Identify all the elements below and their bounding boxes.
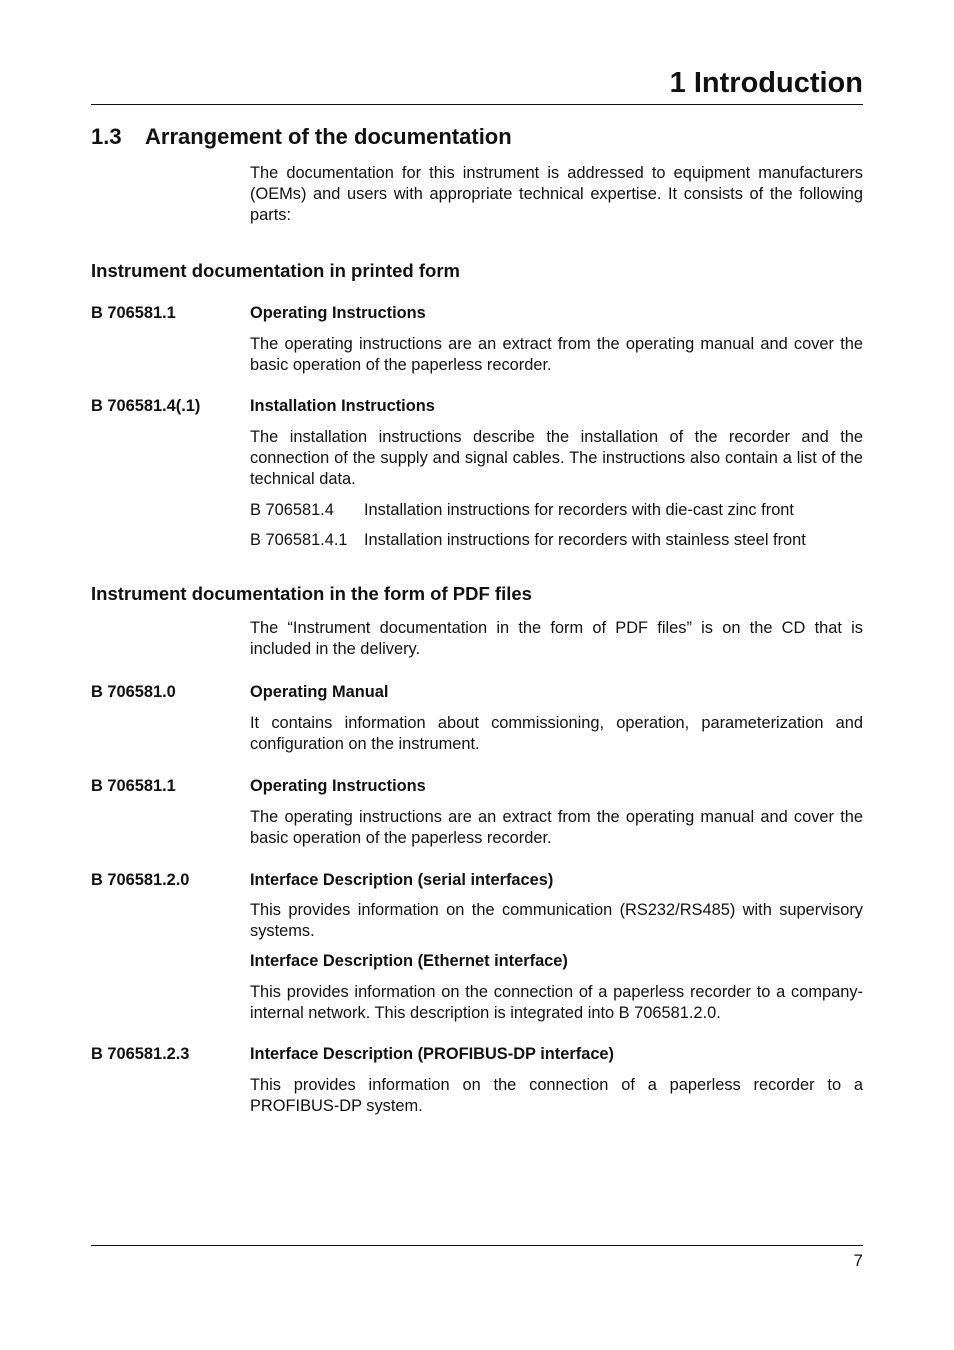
- variant-row: [250, 500, 863, 521]
- doc-number: B 706581.2.0: [91, 871, 190, 889]
- chapter-title: 1 Introduction: [669, 67, 863, 99]
- doc-entry-header: [91, 1044, 863, 1065]
- doc-title: Interface Description (PROFIBUS-DP interface): [250, 1045, 615, 1063]
- doc-entry-header: [91, 682, 863, 703]
- doc-number: B 706581.2.3: [91, 1045, 190, 1063]
- doc-title: Operating Instructions: [250, 304, 426, 322]
- doc-title: Operating Instructions: [250, 777, 426, 795]
- doc-entry-header: [91, 303, 863, 324]
- page-header: [91, 66, 863, 105]
- variant-number: B 706581.4.1: [250, 531, 348, 549]
- doc-entry-header: [91, 870, 863, 891]
- pdf-intro: The “Instrument documentation in the form of PDF files” is on the CD that is included in the delivery.: [250, 619, 863, 658]
- doc-title: Interface Description (serial interfaces): [250, 871, 554, 889]
- section-heading: [91, 122, 863, 152]
- doc-description: The operating instructions are an extract from the operating manual and cover the basic operation of the paperless recorder.: [250, 808, 863, 847]
- pdf-docs-heading: Instrument documentation in the form of PDF files: [91, 583, 532, 604]
- variant-row: [250, 530, 863, 551]
- doc-subtitle: Interface Description (Ethernet interface): [250, 952, 568, 970]
- variant-description: Installation instructions for recorders with stainless steel front: [364, 531, 806, 549]
- doc-entry-header: [91, 776, 863, 797]
- variant-number: B 706581.4: [250, 501, 334, 519]
- doc-description: The operating instructions are an extract from the operating manual and cover the basic operation of the paperless recorder.: [250, 335, 863, 374]
- doc-entry-header: [91, 396, 863, 417]
- doc-description: This provides information on the connection of a paperless recorder to a PROFIBUS-DP system.: [250, 1076, 863, 1115]
- doc-number: B 706581.1: [91, 777, 176, 795]
- page-content: [91, 122, 863, 1117]
- doc-number: B 706581.1: [91, 304, 176, 322]
- doc-number: B 706581.4(.1): [91, 397, 201, 415]
- doc-description: It contains information about commissioning, operation, parameterization and configuration on the instrument.: [250, 714, 863, 753]
- section-title: Arrangement of the documentation: [145, 124, 512, 149]
- doc-title: Operating Manual: [250, 683, 389, 701]
- section-intro: The documentation for this instrument is addressed to equipment manufacturers (OEMs) and users with appropriate technical expertise. It consists of the following parts:: [250, 164, 863, 224]
- page-footer: [91, 1245, 863, 1272]
- doc-number: B 706581.0: [91, 683, 176, 701]
- doc-title: Installation Instructions: [250, 397, 435, 415]
- variant-description: Installation instructions for recorders with die-cast zinc front: [364, 501, 794, 519]
- page-number: 7: [853, 1251, 863, 1270]
- doc-subdescription: This provides information on the connection of a paperless recorder to a company-internal network. This description is integrated into B 706581.2.0.: [250, 983, 863, 1022]
- doc-description: The installation instructions describe the installation of the recorder and the connection of the supply and signal cables. The instructions also contain a list of the technical data.: [250, 428, 863, 488]
- printed-docs-heading: Instrument documentation in printed form: [91, 260, 460, 281]
- doc-description: This provides information on the communication (RS232/RS485) with supervisory systems.: [250, 901, 863, 940]
- section-number: 1.3: [91, 124, 122, 149]
